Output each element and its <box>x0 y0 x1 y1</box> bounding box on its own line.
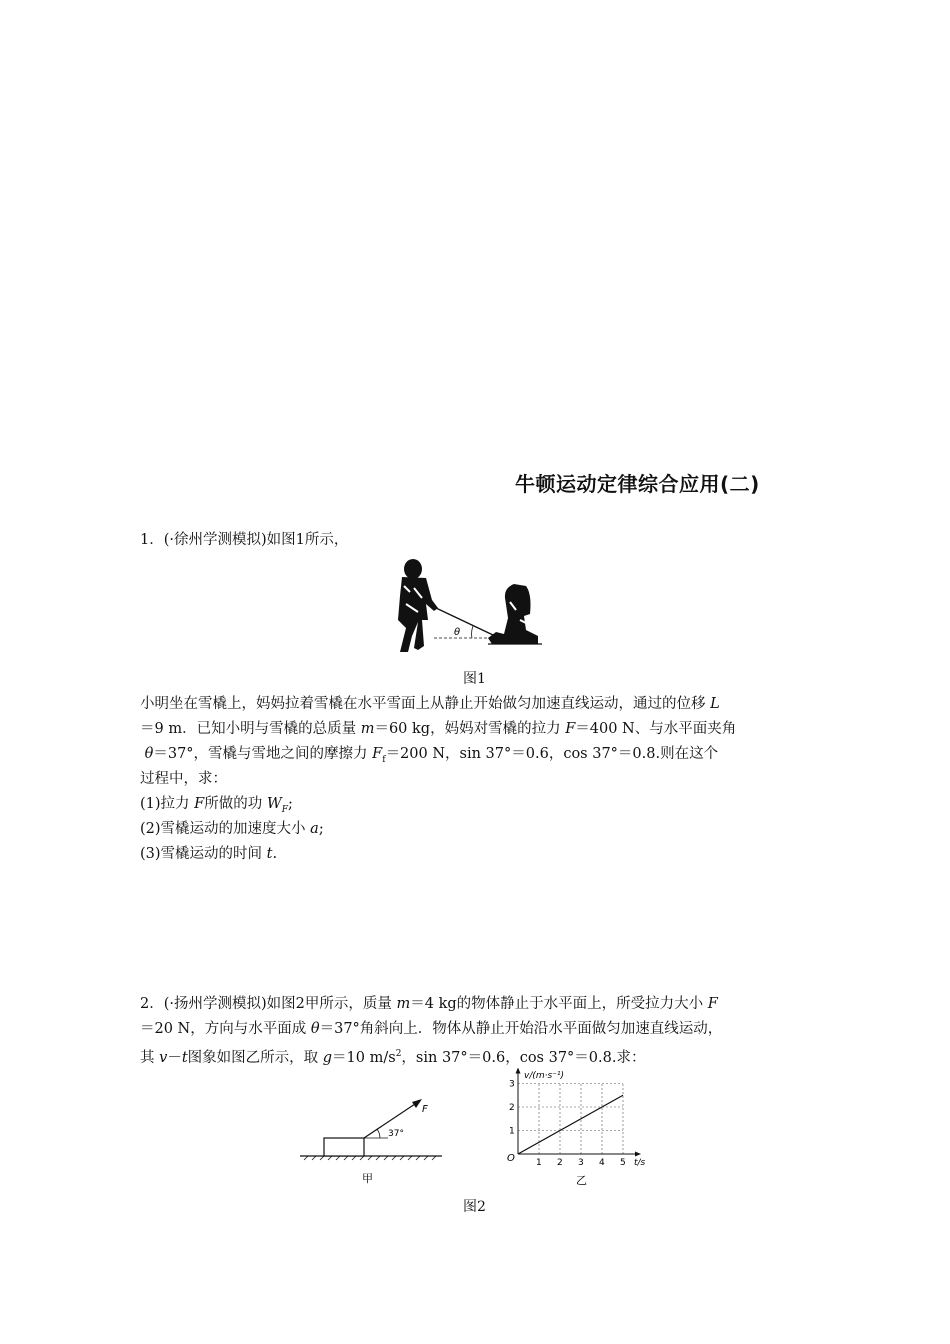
problem2-text-line-1: 2．(·扬州学测模拟)如图2甲所示，质量 m＝4 kg的物体静止于水平面上，所受拉力大小 F <box>140 996 718 1012</box>
child-on-sled-silhouette <box>488 584 538 644</box>
x-axis-label: t/s <box>634 1158 646 1168</box>
x-axis-arrowhead <box>635 1152 641 1157</box>
y-axis-label: v/(m·s⁻¹) <box>524 1071 565 1081</box>
chart-grid <box>518 1084 623 1155</box>
x-tick-label: 1 <box>536 1158 542 1168</box>
y-tick-label: 2 <box>509 1103 515 1113</box>
page-title: 牛顿运动定律综合应用(二) <box>515 472 760 496</box>
y-tick-label: 3 <box>509 1079 515 1090</box>
x-tick-label: 5 <box>620 1158 626 1168</box>
angle-label: 37° <box>388 1129 404 1139</box>
figure2-yi-vt-chart <box>500 1068 660 1192</box>
problem1-text-line-4: 过程中，求： <box>140 771 227 787</box>
origin-label: O <box>507 1153 515 1164</box>
figure-jia-caption: 甲 <box>362 1172 373 1185</box>
problem2-text-line-3: 其 v－t图象如图乙所示，取 g＝10 $m/s^2$，sin 37°＝0.6，cos 37°＝0.8.求： <box>140 1049 646 1066</box>
theta-label: θ <box>454 627 461 638</box>
x-tick-label: 3 <box>578 1158 584 1168</box>
figure-yi-caption: 乙 <box>576 1174 587 1187</box>
series-line <box>518 1095 623 1154</box>
problem1-question-1: (1)拉力 F所做的功 $W_F$; <box>140 796 293 815</box>
chart-series <box>518 1095 623 1154</box>
figure1-caption: 图1 <box>463 671 486 687</box>
rope-line <box>436 608 493 635</box>
problem1-header: 1．(·徐州学测模拟)如图1所示， <box>140 532 349 548</box>
x-tick-label: 4 <box>599 1158 605 1168</box>
problem2-text-line-2: ＝20 N，方向与水平面成 θ＝37°角斜向上．物体从静止开始沿水平面做匀加速直线运动， <box>140 1021 723 1037</box>
figure2-jia-block-diagram <box>296 1090 446 1190</box>
block <box>324 1138 364 1156</box>
y-tick-label: 1 <box>509 1126 515 1137</box>
problem1-text-line-3: θ＝37°，雪橇与雪地之间的摩擦力 $F_f=200$ N，sin 37°＝0.6，cos 37°＝0.8.则在这个 <box>144 746 719 765</box>
problem1-text-line-1: 小明坐在雪橇上，妈妈拉着雪橇在水平雪面上从静止开始做匀加速直线运动，通过的位移 L <box>140 696 720 712</box>
x-tick-label: 2 <box>557 1158 563 1168</box>
problem1-question-3: (3)雪橇运动的时间 t. <box>140 846 278 862</box>
problem1-question-2: (2)雪橇运动的加速度大小 a; <box>140 821 324 837</box>
figure1-sled-illustration <box>392 558 547 654</box>
chart-ticks <box>509 1080 626 1169</box>
angle-arc <box>472 626 473 638</box>
y-axis-arrowhead <box>516 1068 521 1074</box>
chart-axes <box>516 1068 642 1157</box>
force-label: F <box>422 1104 428 1115</box>
force-arrowhead <box>412 1099 422 1108</box>
mother-silhouette <box>398 559 438 652</box>
problem1-text-line-2: ＝9 m．已知小明与雪橇的总质量 m＝60 kg，妈妈对雪橇的拉力 F＝400 N、与水平面夹角 <box>140 721 737 737</box>
figure2-caption: 图2 <box>463 1199 486 1215</box>
angle-arc <box>377 1129 380 1138</box>
